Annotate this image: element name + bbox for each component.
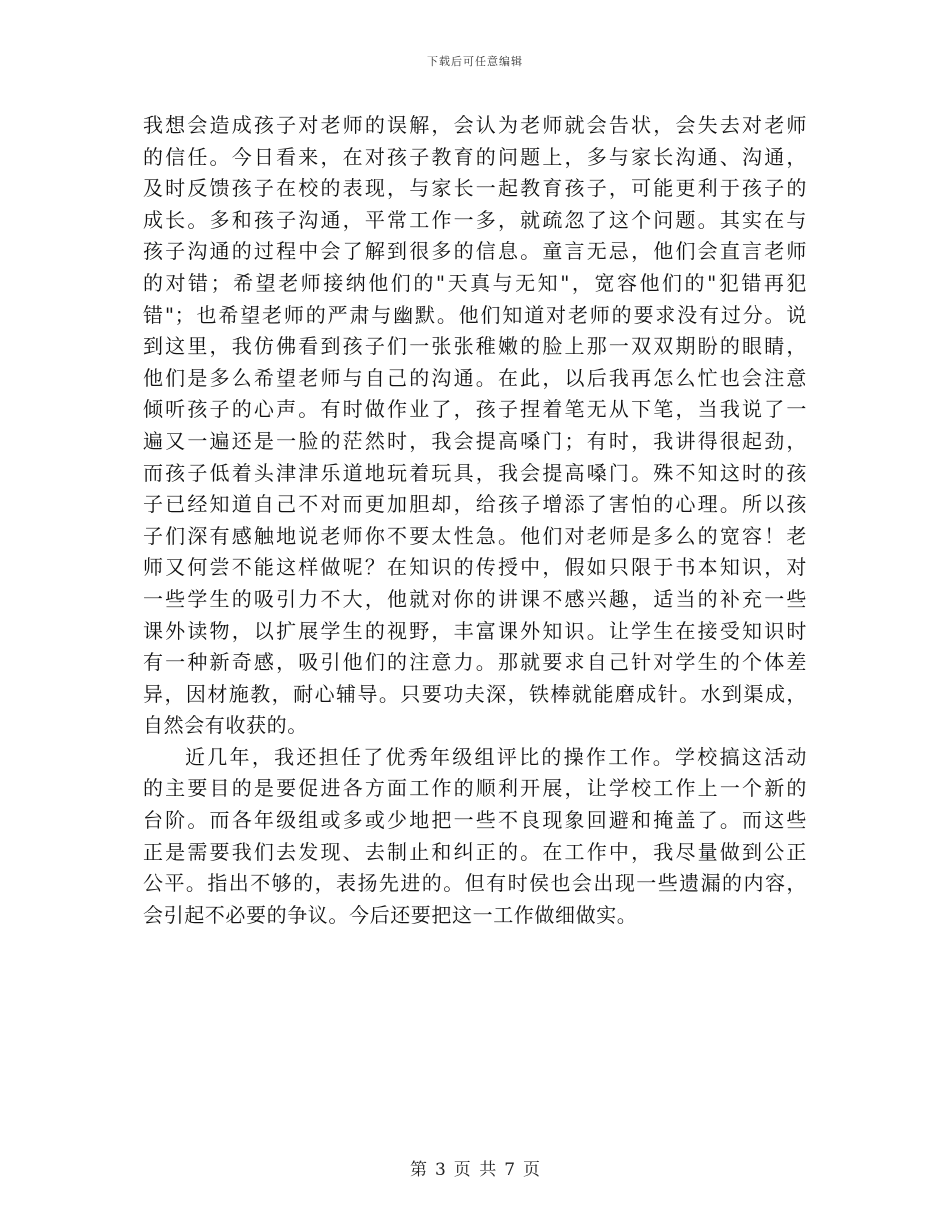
text-line: 师又何尝不能这样做呢？在知识的传授中，假如只限于书本知识，对 xyxy=(143,555,807,580)
text-line: 正是需要我们去发现、去制止和纠正的。在工作中，我尽量做到公正 xyxy=(143,839,807,864)
text-line: 自然会有收获的。 xyxy=(143,713,308,738)
text-line: 孩子沟通的过程中会了解到很多的信息。童言无忌，他们会直言老师 xyxy=(143,239,807,264)
page-number-footer xyxy=(0,1155,950,1180)
text-line: 的主要目的是要促进各方面工作的顺利开展，让学校工作上一个新的 xyxy=(143,776,807,801)
text-line: 及时反馈孩子在校的表现，与家长一起教育孩子，可能更利于孩子的 xyxy=(143,176,807,201)
text-line: 课外读物，以扩展学生的视野，丰富课外知识。让学生在接受知识时 xyxy=(143,618,807,643)
text-line: 而孩子低着头津津乐道地玩着玩具，我会提高嗓门。殊不知这时的孩 xyxy=(143,460,807,485)
header-note: 下载后可任意编辑 xyxy=(427,55,523,68)
text-line: 错"；也希望老师的严肃与幽默。他们知道对老师的要求没有过分。说 xyxy=(143,302,807,327)
text-line: 他们是多么希望老师与自己的沟通。在此，以后我再怎么忙也会注意 xyxy=(143,365,807,390)
footer-prefix: 第 xyxy=(409,1160,427,1180)
text-line: 成长。多和孩子沟通，平常工作一多，就疏忽了这个问题。其实在与 xyxy=(143,207,807,232)
text-line: 我想会造成孩子对老师的误解，会认为老师就会告状，会失去对老师 xyxy=(143,113,807,137)
current-page: 3 xyxy=(434,1160,446,1180)
text-line: 遍又一遍还是一脸的茫然时，我会提高嗓门；有时，我讲得很起劲， xyxy=(143,428,807,453)
footer-suffix: 页 xyxy=(523,1160,541,1180)
text-line: 子已经知道自己不对而更加胆却，给孩子增添了害怕的心理。所以孩 xyxy=(143,492,807,517)
footer-middle: 页 共 xyxy=(453,1160,497,1180)
text-line: 近几年，我还担任了优秀年级组评比的操作工作。学校搞这活动 xyxy=(185,744,807,769)
text-line: 会引起不必要的争议。今后还要把这一工作做细做实。 xyxy=(143,902,638,927)
text-line: 的对错；希望老师接纳他们的"天真与无知"，宽容他们的"犯错再犯 xyxy=(143,270,807,295)
text-line: 异，因材施教，耐心辅导。只要功夫深，铁棒就能磨成针。水到渠成， xyxy=(143,681,807,706)
text-line: 的信任。今日看来，在对孩子教育的问题上，多与家长沟通、沟通， xyxy=(143,144,807,169)
document-body xyxy=(143,110,807,931)
total-pages: 7 xyxy=(504,1160,516,1180)
paragraph-1 xyxy=(143,110,807,742)
text-line: 一些学生的吸引力不大，他就对你的讲课不感兴趣，适当的补充一些 xyxy=(143,586,807,611)
text-line: 有一种新奇感，吸引他们的注意力。那就要求自己针对学生的个体差 xyxy=(143,650,807,675)
text-line: 公平。指出不够的，表扬先进的。但有时侯也会出现一些遗漏的内容， xyxy=(143,871,807,896)
text-line: 台阶。而各年级组或多或少地把一些不良现象回避和掩盖了。而这些 xyxy=(143,808,807,833)
text-line: 倾听孩子的心声。有时做作业了，孩子捏着笔无从下笔，当我说了一 xyxy=(143,397,807,422)
text-line: 子们深有感触地说老师你不要太性急。他们对老师是多么的宽容！老 xyxy=(143,523,807,548)
text-line: 到这里，我仿佛看到孩子们一张张稚嫩的脸上那一双双期盼的眼睛， xyxy=(143,334,807,359)
paragraph-2 xyxy=(143,742,807,932)
